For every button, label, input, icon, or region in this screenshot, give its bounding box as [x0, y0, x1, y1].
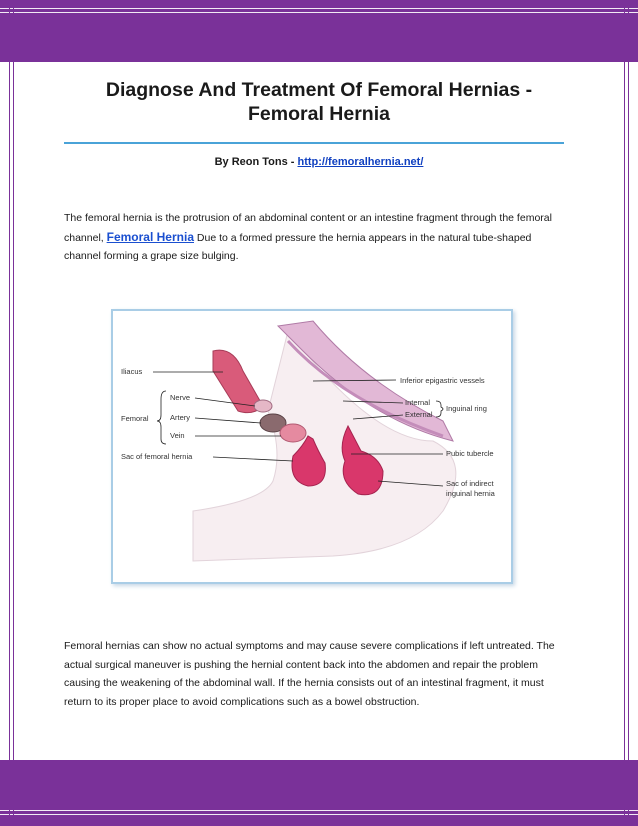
closing-paragraph: Femoral hernias can show no actual symptoms and may cause severe complications if left untreated. The actual surgical maneuver is pushing the hernial content back into the abdomen and repair the problem causing the weakening of the abdominal wall. If the hernia consists out of an intestinal fragment, it must return to its proper place to avoid complications such as a bowel obstruction.: [64, 640, 555, 708]
hernia-diagram: [111, 309, 513, 584]
band-stripe: [0, 12, 638, 13]
femoral-brace: [157, 391, 166, 444]
header-band: [0, 0, 638, 62]
band-stripe: [0, 814, 638, 815]
frame-line-left: [9, 0, 10, 826]
intro-text-start: The femoral hernia is the protrusion of an abdominal content or an intestine fragment through the femoral channel,: [64, 212, 552, 244]
label-epigastric: Inferior epigastric vessels: [400, 376, 485, 385]
byline: [0, 156, 638, 168]
label-sac-indirect-2: inguinal hernia: [446, 489, 495, 498]
band-stripe: [0, 8, 638, 9]
label-sac-femoral: Sac of femoral hernia: [121, 452, 193, 461]
frame-line-left-inner: [13, 0, 14, 826]
label-internal: Internal: [405, 398, 431, 407]
footer-band: [0, 760, 638, 826]
label-vein: Vein: [170, 431, 185, 440]
label-inguinal-ring: Inguinal ring: [446, 404, 487, 413]
byline-author: By Reon Tons -: [214, 156, 298, 168]
femoral-hernia-link[interactable]: Femoral Hernia: [106, 229, 194, 244]
label-pubic-tubercle: Pubic tubercle: [446, 449, 494, 458]
label-nerve: Nerve: [170, 393, 191, 402]
label-external: External: [405, 410, 433, 419]
frame-line-right-inner: [624, 0, 625, 826]
byline-link[interactable]: http://femoralhernia.net/: [297, 156, 424, 168]
leader-artery: [195, 418, 261, 423]
inguinal-brace: [436, 401, 443, 417]
label-sac-indirect-1: Sac of indirect: [446, 479, 494, 488]
title-rule: [64, 142, 564, 144]
intro-paragraph: [64, 209, 569, 266]
title-line-2: Femoral Hernia: [248, 103, 390, 125]
intro-text-end: Due to a formed pressure the hernia appears in the natural tube-shaped channel forming a grape size bulging.: [64, 231, 532, 262]
nerve-shape: [254, 400, 272, 412]
vein-shape: [280, 424, 306, 442]
label-iliacus: Iliacus: [121, 367, 143, 376]
label-femoral: Femoral: [121, 414, 149, 423]
label-artery: Artery: [170, 413, 191, 422]
document-title: [64, 78, 574, 126]
hernia-illustration: [113, 311, 511, 582]
frame-line-right: [628, 0, 629, 826]
band-stripe: [0, 810, 638, 811]
title-line-1: Diagnose And Treatment Of Femoral Hernias -: [105, 79, 533, 101]
